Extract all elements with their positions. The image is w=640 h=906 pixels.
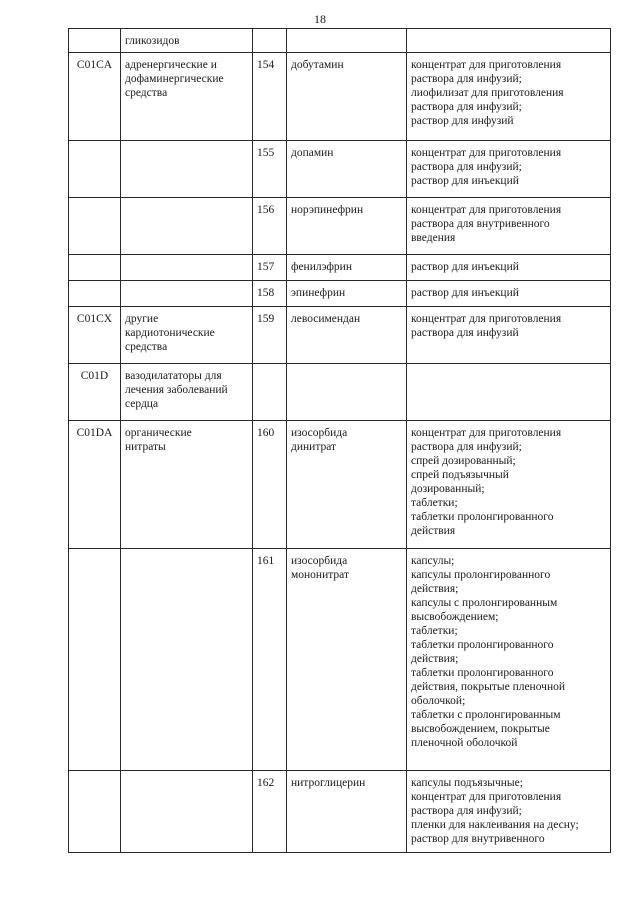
item-number-cell: 155 — [253, 141, 287, 198]
drug-name-cell: нитроглицерин — [287, 771, 407, 853]
atc-code-cell — [69, 29, 121, 53]
dosage-form-cell: концентрат для приготовления раствора для инфузий — [407, 307, 611, 364]
atc-code-cell: C01DA — [69, 421, 121, 549]
atc-code-cell — [69, 549, 121, 771]
atc-group-cell: органические нитраты — [121, 421, 253, 549]
item-number-cell: 157 — [253, 255, 287, 281]
atc-group-cell — [121, 141, 253, 198]
dosage-form-cell: концентрат для приготовления раствора для внутривенного введения — [407, 198, 611, 255]
drug-name-cell: изосорбида динитрат — [287, 421, 407, 549]
drug-name-cell: эпинефрин — [287, 281, 407, 307]
atc-group-cell: адренергические и дофаминергические средства — [121, 53, 253, 141]
atc-code-cell — [69, 771, 121, 853]
page-number: 18 — [314, 12, 326, 26]
dosage-form-cell: капсулы подъязычные; концентрат для приготовления раствора для инфузий; пленки для наклеивания на десну; раствор для внутривенного — [407, 771, 611, 853]
drug-name-cell: левосимендан — [287, 307, 407, 364]
dosage-form-cell: концентрат для приготовления раствора для инфузий; спрей дозированный; спрей подъязычный дозированный; таблетки; таблетки пролонгированного действия — [407, 421, 611, 549]
dosage-form-cell: раствор для инъекций — [407, 281, 611, 307]
drug-name-cell: фенилэфрин — [287, 255, 407, 281]
drug-name-cell: изосорбида мононитрат — [287, 549, 407, 771]
table-row — [69, 771, 611, 853]
table-row — [69, 198, 611, 255]
drug-name-cell: допамин — [287, 141, 407, 198]
item-number-cell: 156 — [253, 198, 287, 255]
dosage-form-cell — [407, 364, 611, 421]
atc-group-cell — [121, 255, 253, 281]
item-number-cell: 154 — [253, 53, 287, 141]
atc-group-cell: гликозидов — [121, 29, 253, 53]
table-row — [69, 141, 611, 198]
atc-code-cell — [69, 141, 121, 198]
atc-code-cell: C01CA — [69, 53, 121, 141]
drug-name-cell: добутамин — [287, 53, 407, 141]
drug-table-body — [69, 29, 611, 853]
dosage-form-cell: капсулы; капсулы пролонгированного действия; капсулы с пролонгированным высвобождением; таблетки; таблетки пролонгированного действия; таблетки пролонгированного действия, покрытые пленочной оболочкой; таблетки с пролонгированным высвобождением, покрытые пленочной оболочкой — [407, 549, 611, 771]
drug-name-cell — [287, 364, 407, 421]
atc-group-cell: вазодилататоры для лечения заболеваний сердца — [121, 364, 253, 421]
item-number-cell: 160 — [253, 421, 287, 549]
drug-table — [68, 28, 611, 853]
dosage-form-cell — [407, 29, 611, 53]
item-number-cell: 159 — [253, 307, 287, 364]
atc-group-cell: другие кардиотонические средства — [121, 307, 253, 364]
table-row — [69, 281, 611, 307]
atc-group-cell — [121, 198, 253, 255]
item-number-cell — [253, 29, 287, 53]
table-row — [69, 29, 611, 53]
dosage-form-cell: раствор для инъекций — [407, 255, 611, 281]
atc-group-cell — [121, 549, 253, 771]
atc-code-cell: C01CX — [69, 307, 121, 364]
item-number-cell: 162 — [253, 771, 287, 853]
drug-name-cell — [287, 29, 407, 53]
atc-code-cell — [69, 255, 121, 281]
dosage-form-cell: концентрат для приготовления раствора для инфузий; раствор для инъекций — [407, 141, 611, 198]
atc-code-cell: C01D — [69, 364, 121, 421]
item-number-cell: 161 — [253, 549, 287, 771]
table-row — [69, 53, 611, 141]
table-row — [69, 307, 611, 364]
item-number-cell: 158 — [253, 281, 287, 307]
atc-group-cell — [121, 771, 253, 853]
atc-code-cell — [69, 281, 121, 307]
atc-code-cell — [69, 198, 121, 255]
item-number-cell — [253, 364, 287, 421]
drug-name-cell: норэпинефрин — [287, 198, 407, 255]
table-row — [69, 421, 611, 549]
table-row — [69, 364, 611, 421]
atc-group-cell — [121, 281, 253, 307]
table-row — [69, 549, 611, 771]
table-row — [69, 255, 611, 281]
dosage-form-cell: концентрат для приготовления раствора для инфузий; лиофилизат для приготовления раствора для инфузий; раствор для инфузий — [407, 53, 611, 141]
